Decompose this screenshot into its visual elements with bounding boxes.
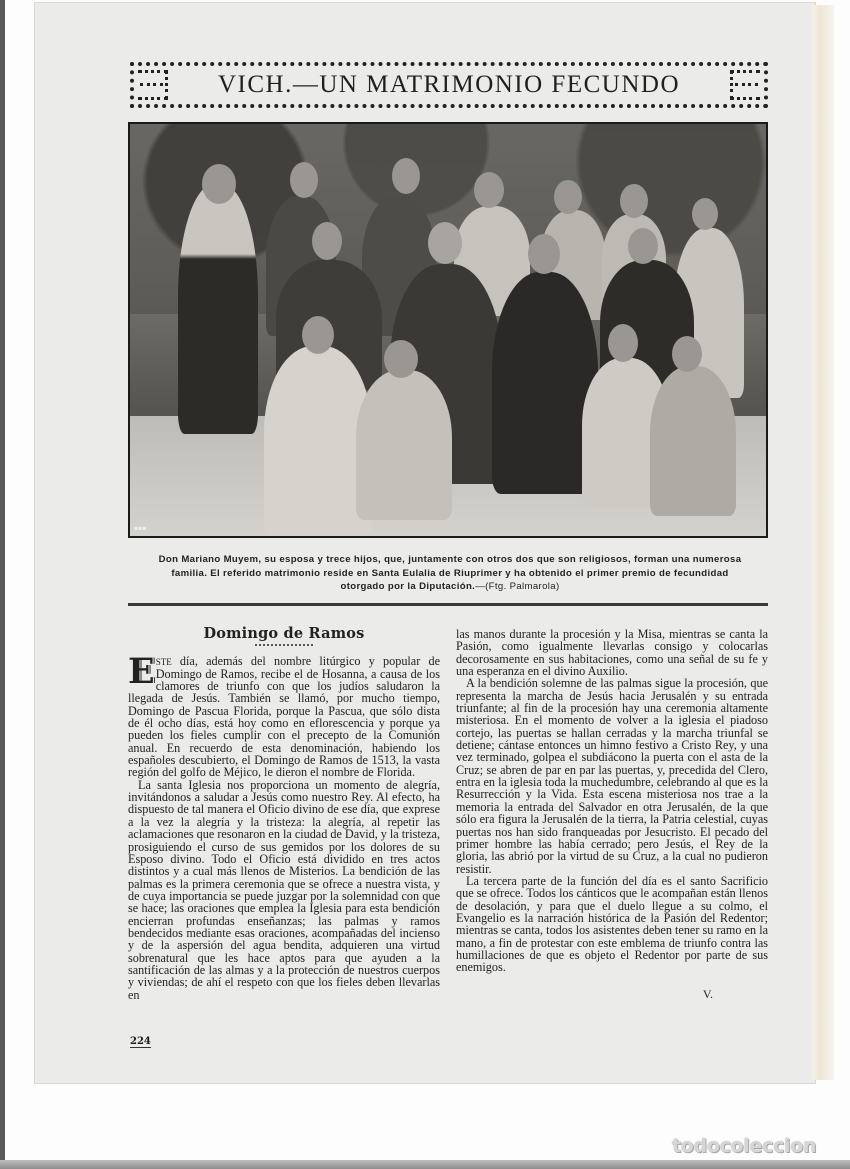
watermark: todocoleccion — [672, 1135, 817, 1157]
ornament-icon — [138, 70, 168, 100]
article-column-right — [456, 628, 768, 1000]
paragraph-text: día, además del nombre litúrgico y popular de Domingo de Ramos, recibe el de Hosanna, a causa de los clamores de triunfo con que los judíos saludaron la llegada de Jesús. También se llamó, por mucho tiempo, Domingo de Pascua Florida, porque la Pascua, que sólo dista de él ocho días, está hoy como en eflorescencia y porque ya pueden los fieles cumplir con el precepto de la Comunión anual. En recuerdo de esta denominación, habiendo los españoles descubierto, el Domingo de Ramos de 1513, la vasta región del golfo de Méjico, le dieron el nombre de Florida. — [128, 654, 440, 780]
person-head — [202, 164, 236, 204]
photo-caption — [150, 553, 750, 594]
person-head — [428, 222, 462, 264]
article-paragraph: La tercera parte de la función del día es el santo Sacrificio que se ofrece. Todos los cánticos que le acompañan están llenos de desolación, y para que el duelo llegue a su colmo, el Evangelio es la narración histórica de la Pasión del Redentor; mientras se canta, todos los asistentes deben tener su ramo en la mano, a fin de protestar con este emblema de triunfo contra las humillaciones de que es objeto el Redentor por parte de sus enemigos. — [456, 873, 768, 975]
person-head — [628, 228, 658, 264]
ornament-icon — [730, 70, 760, 100]
lead-smallcaps: ste — [155, 654, 172, 669]
family-photo — [128, 122, 768, 538]
person-figure — [356, 370, 452, 520]
headline-banner — [130, 62, 768, 108]
article-paragraph: A la bendición solemne de las palmas sigue la procesión, que representa la marcha de Jesús hacia Jerusalén y su entrada triunfante; al fin de la procesión hay una ceremonia altamente misteriosa. En el momento de volver a la iglesia el piadoso cortejo, las puertas se hallan cerradas y la marcha triunfal se detiene; cántase entonces un himno festivo a Cristo Rey, y una vez terminado, golpea el subdiácono la puerta con el asta de la Cruz; se abren de par en par las puertas, y, precedida del Clero, entra en la iglesia toda la muchedumbre, celebrando al que es la Resurrección y la Vida. Esta escena misteriosa nos trae a la memoria la entrada del Salvador en otra Jerusalén, de la que sólo era figura la Jerusalén de la tierra, la Patria celestial, cuyas puertas nos han sido franqueadas por Jesucristo. El pecado del primer hombre las había cerrado; pero Jesús, el Rey de la gloria, las abrió por la virtud de su Cruz, a la cual no pudieron resistir. — [456, 676, 768, 876]
person-figure — [650, 366, 736, 516]
person-head — [620, 184, 648, 218]
article-title: Domingo de Ramos — [203, 625, 365, 642]
page-number: 224 — [130, 1036, 151, 1047]
person-head — [672, 336, 702, 372]
person-head — [692, 198, 718, 230]
article-paragraph: La santa Iglesia nos proporciona un momento de alegría, invitándonos a saludar a Jesús como nuestro Rey. Al efecto, ha dispuesto de tal manera el Oficio divino de ese día, que exprese a la vez la alegría y la tristeza: la alegría, al repetir las aclamaciones que resonaron en la ciudad de David, y la tristeza, prosiguiendo el curso de sus gemidos por los dolores de su Esposo divino. Todo el Oficio está dividido en tres actos distintos y a cual más llenos de Misterios. La bendición de las palmas es la primera ceremonia que se ofrece a nuestra vista, y de cuya importancia se puede juzgar por la solemnidad con que se hace; las oraciones que emplea la Iglesia para esta bendición encierran profundas enseñanzas; las palmas y ramos bendecidos mediante esas oraciones, acompañadas del incienso y de la aspersión del agua bendita, adquieren una virtud sobrenatural que les hace aptos para que ayuden a la santificación de las almas y a la protección de nuestros cuerpos y viviendas; de ahí el respeto con que los fieles deben llevarlas en — [128, 777, 441, 1002]
person-head — [474, 172, 504, 208]
person-head — [384, 340, 418, 378]
person-head — [608, 324, 638, 362]
photo-credit: —(Ftg. Palmarola) — [475, 581, 560, 592]
person-head — [528, 234, 560, 274]
article-paragraph: las manos durante la procesión y la Misa, mientras se canta la Pasión, como igualmente llevarlas consigo y colocarlas decorosamente en sus habitaciones, como una señal de su fe y una esperanza en el divino Auxilio. — [456, 627, 768, 679]
person-head — [302, 316, 334, 354]
scan-bottom-shadow — [0, 1160, 850, 1169]
person-head — [290, 162, 318, 198]
torn-page-edge — [812, 5, 834, 1080]
title-ornament-rule — [255, 644, 313, 646]
person-figure — [178, 184, 258, 434]
headline: VICH.—UN MATRIMONIO FECUNDO — [217, 71, 681, 98]
person-head — [392, 158, 420, 194]
article-column-left — [128, 625, 441, 1002]
author-signature: V. — [702, 986, 713, 1001]
person-head — [312, 222, 342, 260]
drop-cap: E — [128, 651, 153, 693]
article-paragraph — [128, 651, 440, 780]
person-head — [554, 180, 582, 214]
photo-signature-mark: ▪▪▪ — [134, 525, 147, 532]
scan-left-edge — [0, 0, 5, 1169]
caption-text: Don Mariano Muyem, su esposa y trece hijos, que, juntamente con otros dos que son religiosos, forman una numerosa familia. El referido matrimonio reside en Santa Eulalia de Riuprimer y ha obtenido el primer premio de fecundidad otorgado por la Diputación. — [158, 554, 742, 592]
section-divider — [128, 603, 768, 606]
